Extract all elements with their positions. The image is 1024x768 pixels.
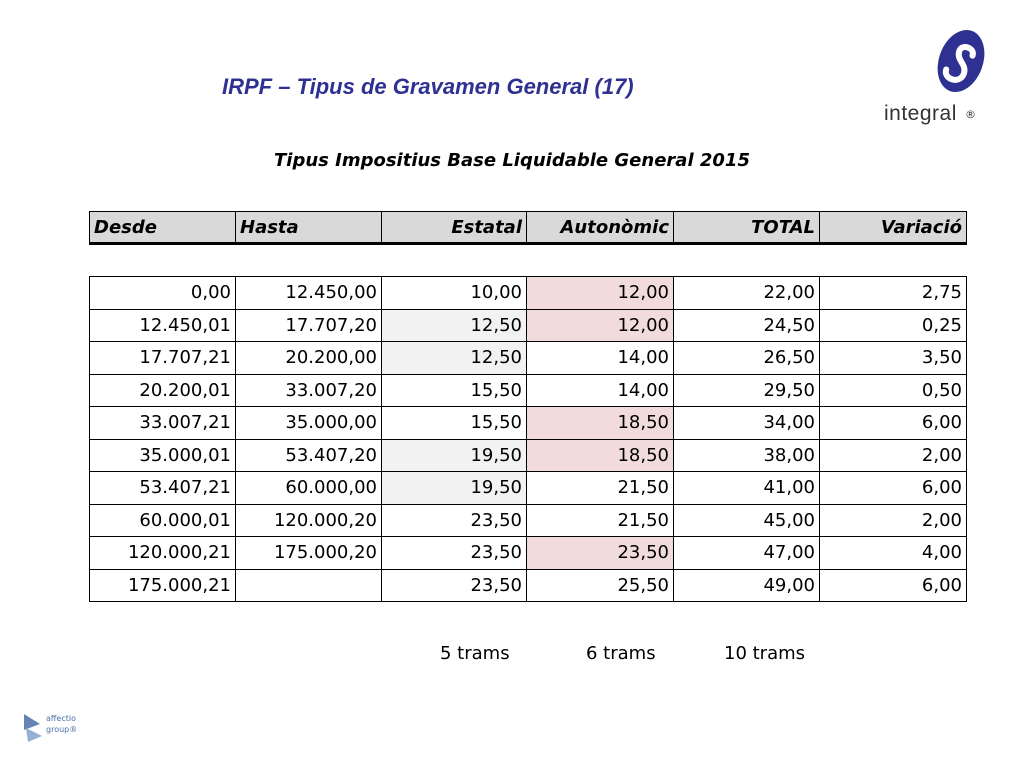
- table-row: [90, 504, 967, 537]
- cell-autonomic: 21,50: [527, 504, 674, 537]
- cell-total: 24,50: [674, 309, 820, 342]
- integral-logo: [878, 26, 988, 126]
- affectio-logo: [20, 708, 90, 748]
- table-row: [90, 309, 967, 342]
- cell-variacio: 6,00: [820, 569, 967, 602]
- cell-hasta: 60.000,00: [236, 472, 382, 505]
- cell-hasta: 17.707,20: [236, 309, 382, 342]
- cell-total: 45,00: [674, 504, 820, 537]
- cell-hasta: 120.000,20: [236, 504, 382, 537]
- cell-desde: 33.007,21: [90, 407, 236, 440]
- table-row: [90, 374, 967, 407]
- cell-hasta: 33.007,20: [236, 374, 382, 407]
- cell-total: 26,50: [674, 342, 820, 375]
- affectio-logo-line2: group®: [46, 725, 78, 734]
- cell-variacio: 6,00: [820, 472, 967, 505]
- cell-hasta: 53.407,20: [236, 439, 382, 472]
- cell-desde: 35.000,01: [90, 439, 236, 472]
- table-title: Tipus Impositius Base Liquidable General 2015: [274, 150, 750, 171]
- header-hasta: Hasta: [236, 212, 382, 244]
- cell-hasta: 35.000,00: [236, 407, 382, 440]
- cell-desde: 12.450,01: [90, 309, 236, 342]
- cell-total: 47,00: [674, 537, 820, 570]
- cell-desde: 120.000,21: [90, 537, 236, 570]
- cell-variacio: 2,00: [820, 439, 967, 472]
- table-row: [90, 472, 967, 505]
- cell-estatal: 19,50: [382, 439, 527, 472]
- cell-autonomic: 18,50: [527, 439, 674, 472]
- cell-estatal: 19,50: [382, 472, 527, 505]
- affectio-logo-line1: affectio: [46, 714, 76, 723]
- cell-variacio: 6,00: [820, 407, 967, 440]
- tax-table-header: [89, 211, 967, 245]
- cell-autonomic: 21,50: [527, 472, 674, 505]
- table-row: [90, 439, 967, 472]
- cell-total: 22,00: [674, 277, 820, 310]
- cell-variacio: 4,00: [820, 537, 967, 570]
- cell-variacio: 0,50: [820, 374, 967, 407]
- cell-hasta: [236, 569, 382, 602]
- cell-desde: 175.000,21: [90, 569, 236, 602]
- trams-estatal: 5 trams: [440, 643, 510, 664]
- header-autonomic: Autonòmic: [527, 212, 674, 244]
- affectio-logo-icon: [20, 710, 48, 744]
- cell-hasta: 12.450,00: [236, 277, 382, 310]
- cell-total: 49,00: [674, 569, 820, 602]
- cell-estatal: 15,50: [382, 374, 527, 407]
- integral-logo-icon: [934, 26, 988, 96]
- cell-desde: 53.407,21: [90, 472, 236, 505]
- table-row: [90, 569, 967, 602]
- cell-variacio: 0,25: [820, 309, 967, 342]
- integral-logo-text: integral: [884, 102, 957, 125]
- header-variacio: Variació: [820, 212, 967, 244]
- cell-hasta: 20.200,00: [236, 342, 382, 375]
- cell-estatal: 15,50: [382, 407, 527, 440]
- cell-autonomic: 18,50: [527, 407, 674, 440]
- cell-autonomic: 25,50: [527, 569, 674, 602]
- header-estatal: Estatal: [382, 212, 527, 244]
- cell-variacio: 3,50: [820, 342, 967, 375]
- cell-estatal: 12,50: [382, 309, 527, 342]
- cell-variacio: 2,00: [820, 504, 967, 537]
- tax-table: [89, 276, 967, 602]
- cell-desde: 20.200,01: [90, 374, 236, 407]
- table-row: [90, 277, 967, 310]
- cell-autonomic: 23,50: [527, 537, 674, 570]
- cell-total: 38,00: [674, 439, 820, 472]
- cell-desde: 0,00: [90, 277, 236, 310]
- cell-total: 41,00: [674, 472, 820, 505]
- cell-autonomic: 14,00: [527, 342, 674, 375]
- cell-estatal: 10,00: [382, 277, 527, 310]
- header-desde: Desde: [90, 212, 236, 244]
- cell-autonomic: 12,00: [527, 277, 674, 310]
- cell-autonomic: 14,00: [527, 374, 674, 407]
- cell-variacio: 2,75: [820, 277, 967, 310]
- cell-desde: 60.000,01: [90, 504, 236, 537]
- cell-hasta: 175.000,20: [236, 537, 382, 570]
- cell-estatal: 23,50: [382, 569, 527, 602]
- table-row: [90, 537, 967, 570]
- cell-estatal: 23,50: [382, 537, 527, 570]
- registered-mark: ®: [965, 108, 976, 121]
- cell-estatal: 12,50: [382, 342, 527, 375]
- table-row: [90, 342, 967, 375]
- trams-total: 10 trams: [724, 643, 806, 664]
- header-total: TOTAL: [674, 212, 820, 244]
- cell-total: 34,00: [674, 407, 820, 440]
- cell-desde: 17.707,21: [90, 342, 236, 375]
- cell-autonomic: 12,00: [527, 309, 674, 342]
- table-row: [90, 407, 967, 440]
- cell-estatal: 23,50: [382, 504, 527, 537]
- cell-total: 29,50: [674, 374, 820, 407]
- trams-autonomic: 6 trams: [586, 643, 656, 664]
- slide-title: IRPF – Tipus de Gravamen General (17): [222, 74, 634, 99]
